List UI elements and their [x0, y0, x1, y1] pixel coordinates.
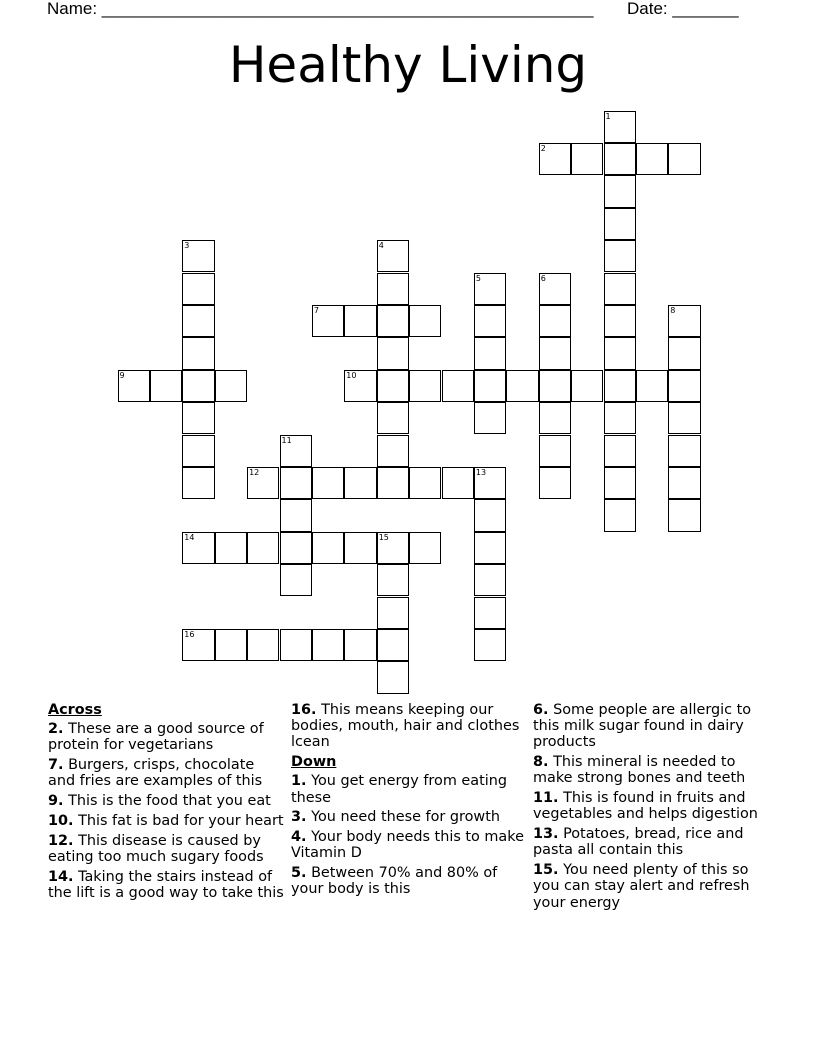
crossword-cell[interactable]	[182, 370, 214, 402]
crossword-cell[interactable]	[539, 370, 571, 402]
cell-number: 16	[184, 629, 195, 639]
crossword-cell[interactable]	[409, 305, 441, 337]
crossword-cell[interactable]	[215, 370, 247, 402]
crossword-cell[interactable]	[247, 532, 279, 564]
crossword-cell[interactable]	[571, 143, 603, 175]
clue-text: This is the food that you eat	[68, 793, 271, 810]
crossword-cell[interactable]	[539, 467, 571, 499]
crossword-cell[interactable]	[215, 629, 247, 661]
clue-number: 15.	[533, 862, 559, 879]
clue-number: 8.	[533, 754, 549, 771]
crossword-cell[interactable]	[377, 435, 409, 467]
crossword-cell[interactable]	[668, 402, 700, 434]
cell-number: 4	[378, 241, 384, 251]
crossword-cell[interactable]	[474, 467, 506, 499]
crossword-cell[interactable]	[539, 305, 571, 337]
crossword-cell[interactable]	[150, 370, 182, 402]
crossword-cell[interactable]	[312, 532, 344, 564]
down-clue	[291, 773, 527, 805]
clue-text: This means keeping our bodies, mouth, hair and clothes lcean	[291, 702, 520, 751]
crossword-cell[interactable]	[182, 337, 214, 369]
crossword-cell[interactable]	[474, 597, 506, 629]
crossword-cell[interactable]	[182, 402, 214, 434]
cell-number: 5	[475, 273, 481, 283]
cell-number: 13	[475, 467, 487, 477]
crossword-cell[interactable]	[344, 629, 376, 661]
crossword-cell[interactable]	[668, 499, 700, 531]
page-title: Healthy Living	[228, 36, 588, 94]
clue-number: 1.	[291, 773, 307, 790]
crossword-cell[interactable]	[506, 370, 538, 402]
clue-number: 16.	[291, 702, 317, 718]
clue-text: Taking the stairs instead of the lift is a good way to take this	[48, 868, 284, 901]
crossword-cell[interactable]	[474, 499, 506, 531]
crossword-cell[interactable]	[377, 240, 409, 272]
crossword-cell[interactable]	[636, 143, 668, 175]
crossword-cell[interactable]	[344, 370, 376, 402]
crossword-cell[interactable]	[280, 629, 312, 661]
crossword-cell[interactable]	[312, 305, 344, 337]
crossword-cell[interactable]	[474, 273, 506, 305]
down-heading: Down	[291, 754, 337, 771]
clue-number: 7.	[48, 757, 64, 774]
crossword-cell[interactable]	[668, 370, 700, 402]
crossword-cell[interactable]	[668, 337, 700, 369]
crossword-cell[interactable]	[604, 499, 636, 531]
cell-number: 8	[670, 305, 676, 315]
clues-column-3	[533, 702, 769, 914]
clue-text: Your body needs this to make Vitamin D	[291, 829, 524, 862]
crossword-cell[interactable]	[604, 240, 636, 272]
crossword-cell[interactable]	[604, 467, 636, 499]
clue-text: Burgers, crisps, chocolate and fries are examples of this	[48, 757, 263, 790]
clue-text: These are a good source of protein for vegetarians	[48, 721, 264, 754]
crossword-cell[interactable]	[182, 435, 214, 467]
crossword-cell[interactable]	[280, 564, 312, 596]
crossword-cell[interactable]	[182, 240, 214, 272]
cell-number: 10	[346, 370, 357, 380]
clue-number: 9.	[48, 793, 64, 810]
cell-number: 15	[378, 532, 389, 542]
crossword-cell[interactable]	[409, 370, 441, 402]
down-clue	[533, 862, 769, 911]
crossword-cell[interactable]	[344, 532, 376, 564]
cell-number: 12	[249, 467, 260, 477]
cell-number: 11	[281, 435, 292, 445]
crossword-cell[interactable]	[474, 532, 506, 564]
crossword-cell[interactable]	[604, 111, 636, 143]
crossword-cell[interactable]	[604, 273, 636, 305]
down-clue	[533, 754, 769, 786]
crossword-cell[interactable]	[182, 305, 214, 337]
clue-text: Potatoes, bread, rice and pasta all contain this	[533, 826, 744, 859]
crossword-cell[interactable]	[604, 370, 636, 402]
crossword-cell[interactable]	[182, 467, 214, 499]
crossword-cell[interactable]	[474, 370, 506, 402]
across-clue	[48, 721, 284, 753]
crossword-cell[interactable]	[377, 337, 409, 369]
crossword-cell[interactable]	[377, 467, 409, 499]
crossword-cell[interactable]	[312, 467, 344, 499]
across-heading: Across	[48, 702, 102, 718]
crossword-cell[interactable]	[604, 143, 636, 175]
across-clue	[48, 757, 284, 789]
crossword-cell[interactable]	[539, 273, 571, 305]
crossword-cell[interactable]	[474, 305, 506, 337]
down-clue	[533, 702, 769, 751]
crossword-cell[interactable]	[668, 467, 700, 499]
crossword-cell[interactable]	[604, 208, 636, 240]
crossword-cell[interactable]	[571, 370, 603, 402]
crossword-cell[interactable]	[474, 402, 506, 434]
crossword-cell[interactable]	[182, 273, 214, 305]
across-clue	[291, 702, 527, 751]
clues-column-1	[48, 702, 284, 905]
crossword-cell[interactable]	[474, 564, 506, 596]
crossword-cell[interactable]	[474, 629, 506, 661]
clue-text: This disease is caused by eating too much sugary foods	[48, 832, 264, 865]
crossword-cell[interactable]	[539, 435, 571, 467]
crossword-cell[interactable]	[280, 499, 312, 531]
cell-number: 3	[184, 241, 190, 251]
crossword-cell[interactable]	[539, 402, 571, 434]
clue-number: 13.	[533, 826, 559, 843]
clue-text: Some people are allergic to this milk sugar found in dairy products	[533, 702, 752, 751]
down-clue	[291, 865, 527, 897]
cell-number: 1	[605, 111, 611, 121]
crossword-cell[interactable]	[377, 402, 409, 434]
clue-text: This is found in fruits and vegetables and helps digestion	[533, 790, 758, 823]
clue-number: 4.	[291, 829, 307, 846]
crossword-cell[interactable]	[377, 564, 409, 596]
across-clue	[48, 833, 284, 865]
crossword-cell[interactable]	[636, 370, 668, 402]
clue-number: 3.	[291, 809, 307, 826]
cell-number: 2	[540, 143, 546, 153]
clue-text: You get energy from eating these	[291, 773, 507, 806]
clue-number: 5.	[291, 865, 307, 882]
crossword-cell[interactable]	[442, 467, 474, 499]
crossword-cell[interactable]	[539, 337, 571, 369]
crossword-cell[interactable]	[539, 143, 571, 175]
cell-number: 14	[184, 532, 195, 542]
clue-number: 10.	[48, 813, 74, 829]
crossword-cell[interactable]	[377, 661, 409, 693]
down-clue	[291, 809, 527, 825]
crossword-cell[interactable]	[182, 532, 214, 564]
crossword-cell[interactable]	[247, 629, 279, 661]
cell-number: 9	[119, 370, 125, 380]
crossword-cell[interactable]	[182, 629, 214, 661]
crossword-cell[interactable]	[604, 435, 636, 467]
crossword-cell[interactable]	[668, 143, 700, 175]
crossword-cell[interactable]	[118, 370, 150, 402]
clue-text: This mineral is needed to make strong bones and teeth	[533, 754, 746, 787]
across-clue	[48, 869, 284, 901]
clue-text: This fat is bad for your heart	[78, 813, 284, 829]
crossword-cell[interactable]	[604, 175, 636, 207]
down-clue	[533, 826, 769, 858]
cell-number: 6	[540, 273, 546, 283]
clue-number: 6.	[533, 702, 549, 718]
cell-number: 7	[313, 305, 319, 315]
down-clue	[533, 790, 769, 822]
crossword-cell[interactable]	[215, 532, 247, 564]
crossword-cell[interactable]	[377, 305, 409, 337]
name-field-label: Name: ____________________________________________________	[47, 0, 594, 18]
crossword-cell[interactable]	[604, 305, 636, 337]
crossword-cell[interactable]	[344, 305, 376, 337]
crossword-cell[interactable]	[377, 370, 409, 402]
clue-number: 12.	[48, 832, 74, 849]
crossword-cell[interactable]	[344, 467, 376, 499]
crossword-cell[interactable]	[280, 435, 312, 467]
crossword-cell[interactable]	[280, 467, 312, 499]
across-clue	[48, 813, 284, 829]
clue-text: Between 70% and 80% of your body is this	[291, 865, 498, 898]
across-clue	[48, 793, 284, 809]
crossword-cell[interactable]	[409, 532, 441, 564]
crossword-cell[interactable]	[604, 402, 636, 434]
date-field-label: Date: _______	[627, 0, 739, 18]
crossword-cell[interactable]	[312, 629, 344, 661]
crossword-cell[interactable]	[377, 273, 409, 305]
clue-text: You need these for growth	[311, 809, 500, 826]
crossword-cell[interactable]	[377, 629, 409, 661]
clue-number: 11.	[533, 790, 559, 807]
crossword-cell[interactable]	[604, 337, 636, 369]
clue-number: 14.	[48, 868, 74, 885]
crossword-cell[interactable]	[409, 467, 441, 499]
clue-text: You need plenty of this so you can stay alert and refresh your energy	[533, 862, 750, 911]
crossword-cell[interactable]	[474, 337, 506, 369]
crossword-cell[interactable]	[668, 305, 700, 337]
crossword-cell[interactable]	[668, 435, 700, 467]
crossword-cell[interactable]	[377, 597, 409, 629]
crossword-cell[interactable]	[377, 532, 409, 564]
crossword-cell[interactable]	[280, 532, 312, 564]
clues-column-2	[291, 702, 527, 901]
down-clue	[291, 829, 527, 861]
crossword-cell[interactable]	[247, 467, 279, 499]
clue-number: 2.	[48, 721, 64, 738]
crossword-cell[interactable]	[442, 370, 474, 402]
